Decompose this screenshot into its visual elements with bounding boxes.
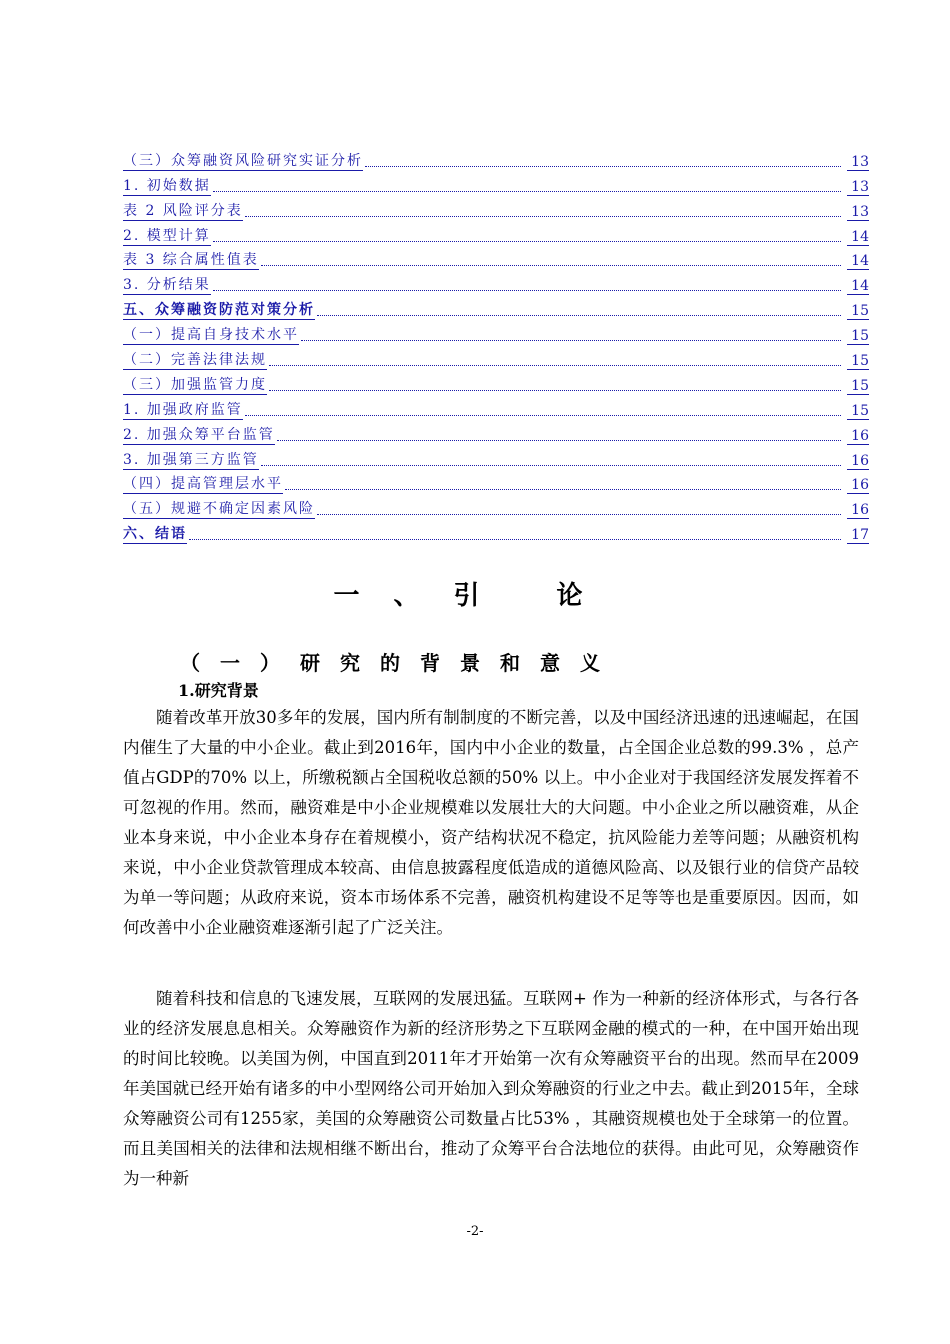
toc-entry-page: 15 — [847, 403, 869, 420]
toc-entry[interactable] — [123, 420, 869, 445]
section-title: （一）研究的背景和意义 — [180, 651, 620, 675]
toc-leader-dots — [269, 365, 841, 366]
toc-entry-title: 六、结语 — [123, 523, 187, 544]
toc-entry-page: 13 — [847, 154, 869, 171]
body-paragraph: 随着改革开放30多年的发展，国内所有制制度的不断完善，以及中国经济迅速的迅速崛起，在国内催生了大量的中小企业。截止到2016年，国内中小企业的数量，占全国企业总数的99.3% ，总产值占GDP的70% 以上，所缴税额占全国税收总额的50% 以上。中小企业对于我国经济发展发挥着不可忽视的作用。然而，融资难是中小企业规模难以发展壮大的大问题。中小企业之所以融资难，从企业本身来说，中小企业本身存在着规模小，资产结构状况不稳定，抗风险能力差等问题；从融资机构来说，中小企业贷款管理成本较高、由信息披露程度低造成的道德风险高、以及银行业的信贷产品较为单一等问题；从政府来说，资本市场体系不完善，融资机构建设不足等等也是重要原因。因而，如何改善中小企业融资难逐渐引起了广泛关注。 — [123, 708, 859, 937]
toc-leader-dots — [269, 390, 841, 391]
toc-entry-title: （三）众筹融资风险研究实证分析 — [123, 150, 363, 171]
toc-entry-title: 表 2 风险评分表 — [123, 200, 243, 221]
toc-leader-dots — [261, 265, 841, 266]
toc-entry-title: 2. 加强众筹平台监管 — [123, 424, 275, 445]
toc-entry-title: 1. 加强政府监管 — [123, 399, 243, 420]
toc-leader-dots — [285, 489, 841, 490]
toc-entry-page: 14 — [847, 253, 869, 270]
subsection-title: 1.研究背景 — [178, 681, 259, 700]
toc-entry-page: 16 — [847, 453, 869, 470]
toc-entry-page: 16 — [847, 477, 869, 494]
toc-leader-dots — [317, 514, 841, 515]
toc-entry-title: 1. 初始数据 — [123, 175, 211, 196]
toc-entry[interactable] — [123, 494, 869, 519]
toc-leader-dots — [189, 539, 841, 540]
toc-entry-page: 15 — [847, 378, 869, 395]
toc-leader-dots — [213, 241, 841, 242]
toc-entry[interactable] — [123, 445, 869, 470]
toc-entry[interactable] — [123, 295, 869, 320]
toc-entry-title: 3. 分析结果 — [123, 274, 211, 295]
toc-leader-dots — [213, 191, 841, 192]
toc-entry[interactable] — [123, 196, 869, 221]
toc-leader-dots — [277, 440, 841, 441]
toc-entry-page: 16 — [847, 428, 869, 445]
toc-entry[interactable] — [123, 345, 869, 370]
toc-entry-title: 2. 模型计算 — [123, 225, 211, 246]
toc-entry[interactable] — [123, 270, 869, 295]
toc-entry-title: （四）提高管理层水平 — [123, 473, 283, 494]
toc-leader-dots — [317, 315, 841, 316]
toc-entry-page: 13 — [847, 179, 869, 196]
toc-entry-page: 16 — [847, 502, 869, 519]
toc-entry-title: （二）完善法律法规 — [123, 349, 267, 370]
toc-leader-dots — [365, 166, 841, 167]
toc-entry-page: 15 — [847, 328, 869, 345]
toc-leader-dots — [245, 216, 841, 217]
toc-entry-page: 14 — [847, 278, 869, 295]
toc-leader-dots — [261, 465, 841, 466]
toc-entry[interactable] — [123, 146, 869, 171]
toc-entry-title: （三）加强监管力度 — [123, 374, 267, 395]
toc-entry[interactable] — [123, 519, 869, 544]
toc-entry[interactable] — [123, 470, 869, 495]
toc-entry-title: 3. 加强第三方监管 — [123, 449, 259, 470]
toc-entry[interactable] — [123, 320, 869, 345]
toc-entry[interactable] — [123, 171, 869, 196]
chapter-title: 一、引 论 — [333, 581, 617, 611]
toc-entry-page: 13 — [847, 204, 869, 221]
toc-entry-title: （五）规避不确定因素风险 — [123, 498, 315, 519]
toc-entry-page: 17 — [847, 527, 869, 544]
toc-entry-page: 14 — [847, 229, 869, 246]
body-paragraph: 随着科技和信息的飞速发展，互联网的发展迅猛。互联网+ 作为一种新的经济体形式，与各行各业的经济发展息息相关。众筹融资作为新的经济形势之下互联网金融的模式的一种，在中国开始出现的时间比较晚。以美国为例，中国直到2011年才开始第一次有众筹融资平台的出现。然而早在2009年美国就已经开始有诸多的中小型网络公司开始加入到众筹融资的行业之中去。截止到2015年，全球众筹融资公司有1255家，美国的众筹融资公司数量占比53% ，其融资规模也处于全球第一的位置。而且美国相关的法律和法规相继不断出台，推动了众筹平台合法地位的获得。由此可见，众筹融资作为一种新 — [123, 989, 859, 1188]
toc-leader-dots — [245, 415, 841, 416]
toc-entry-page: 15 — [847, 353, 869, 370]
toc-entry[interactable] — [123, 395, 869, 420]
toc-entry-title: （一）提高自身技术水平 — [123, 324, 299, 345]
toc-leader-dots — [213, 290, 841, 291]
toc-entry[interactable] — [123, 221, 869, 246]
page-number: -2- — [466, 1224, 484, 1239]
toc-entry-title: 五、众筹融资防范对策分析 — [123, 299, 315, 320]
table-of-contents — [123, 146, 869, 544]
toc-entry[interactable] — [123, 370, 869, 395]
toc-entry[interactable] — [123, 246, 869, 271]
toc-entry-page: 15 — [847, 303, 869, 320]
toc-leader-dots — [301, 340, 841, 341]
toc-entry-title: 表 3 综合属性值表 — [123, 249, 259, 270]
